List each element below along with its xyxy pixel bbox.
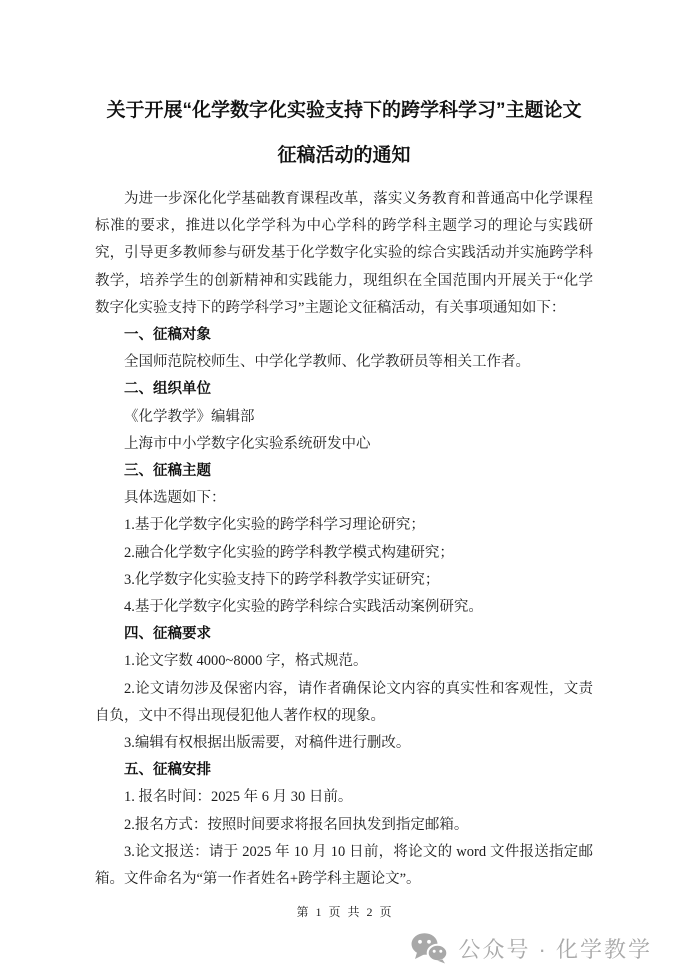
section-heading: 三、征稿主题 <box>124 463 211 480</box>
wechat-watermark <box>410 932 652 964</box>
paragraph: 1.基于化学数字化实验的跨学科学习理论研究； <box>124 517 425 534</box>
paragraph: 全国师范院校师生、中学化学教师、化学教研员等相关工作者。 <box>124 354 530 371</box>
document-title-line-1: 关于开展“化学数字化实验支持下的跨学科学习”主题论文 <box>106 100 582 121</box>
wechat-icon <box>410 932 448 964</box>
paragraph: 《化学教学》编辑部 <box>124 408 255 425</box>
paragraph: 2.报名方式：按照时间要求将报名回执发到指定邮箱。 <box>124 816 469 833</box>
section-heading: 四、征稿要求 <box>124 626 211 643</box>
section-heading: 五、征稿安排 <box>124 762 211 779</box>
paragraph: 1. 报名时间：2025 年 6 月 30 日前。 <box>124 789 353 806</box>
wechat-watermark-label: 公众号 · 化学教学 <box>458 936 652 962</box>
section-heading: 一、征稿对象 <box>124 327 211 344</box>
paragraph: 2.论文请勿涉及保密内容，请作者确保论文内容的真实性和客观性，文责自负，文中不得出现侵犯他人著作权的现象。 <box>95 680 593 724</box>
paragraph: 2.融合化学数字化实验的跨学科教学模式构建研究； <box>124 544 454 561</box>
page-number: 第 1 页 共 2 页 <box>296 905 394 919</box>
paragraph: 3.论文报送：请于 2025 年 10 月 10 日前，将论文的 word 文件报送指定邮箱。文件命名为“第一作者姓名+跨学科主题论文”。 <box>95 843 593 888</box>
paragraph: 为进一步深化化学基础教育课程改革，落实义务教育和普通高中化学课程标准的要求，推进以化学学科为中心学科的跨学科主题学习的理论与实践研究，引导更多教师参与研发基于化学数字化实验的综合实践活动并实施跨学科教学，培养学生的创新精神和实践能力，现组织在全国范围内开展关于“化学数字化实验支持下的跨学科学习”主题论文征稿活动，有关事项通知如下： <box>95 191 593 316</box>
paragraph: 具体选题如下： <box>124 490 226 507</box>
paragraph: 上海市中小学数字化实验系统研发中心 <box>124 435 371 452</box>
section-heading: 二、组织单位 <box>124 381 211 398</box>
paragraph: 4.基于化学数字化实验的跨学科综合实践活动案例研究。 <box>124 599 483 616</box>
paragraph: 3.编辑有权根据出版需要，对稿件进行删改。 <box>124 735 411 752</box>
document-title-line-2: 征稿活动的通知 <box>277 145 411 166</box>
paragraph: 1.论文字数 4000~8000 字，格式规范。 <box>124 653 368 670</box>
paragraph: 3.化学数字化实验支持下的跨学科教学实证研究； <box>124 571 440 588</box>
document-title <box>95 88 593 178</box>
document-blocks <box>95 186 593 893</box>
